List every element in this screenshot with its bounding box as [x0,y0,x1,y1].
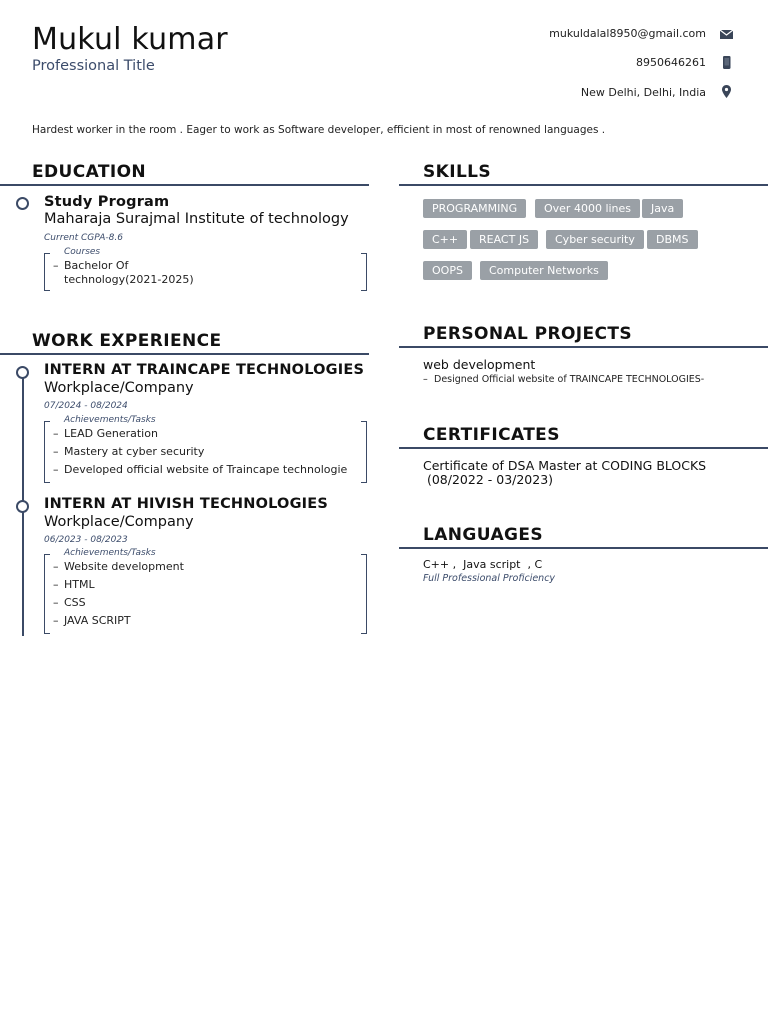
skill-tag: Over 4000 lines [535,199,640,218]
job-dates: 06/2023 - 08/2023 [44,535,128,545]
list-bracket-left [44,253,50,291]
education-school: Maharaja Surajmal Institute of technology [44,211,349,227]
timeline-dot [16,500,29,513]
task-item: – CSS [64,596,86,609]
job-title: INTERN AT TRAINCAPE TECHNOLOGIES [44,362,365,378]
timeline-dot [16,197,29,210]
certificate-dates: (08/2022 - 03/2023) [423,472,554,487]
list-bracket-left [44,554,50,634]
languages-list: C++ , Java script , C [423,558,543,571]
course-item: – Bachelor Of [64,259,128,272]
skill-tag: REACT JS [470,230,538,249]
task-item: – Developed official website of Traincape technologie [64,463,347,476]
projects-heading: PERSONAL PROJECTS [423,324,633,344]
project-item: – Designed Official website of TRAINCAPE TECHNOLOGIES- [434,374,704,385]
certificates-heading: CERTIFICATES [423,425,560,445]
summary-text: Hardest worker in the room . Eager to work as Software developer, efficient in most of renowned languages . [32,124,606,136]
task-item: – JAVA SCRIPT [64,614,131,627]
skill-tag: Computer Networks [480,261,608,280]
timeline-line [22,376,24,506]
list-bracket-right [361,421,367,483]
list-bracket-right [361,253,367,291]
phone-icon [719,55,734,70]
job-dates: 07/2024 - 08/2024 [44,401,128,411]
email-text: mukuldalal8950@gmail.com [549,27,706,40]
skill-tag: OOPS [423,261,472,280]
certificate-title: Certificate of DSA Master at CODING BLOCKS [423,458,707,473]
list-bracket-left [44,421,50,483]
language-proficiency: Full Professional Proficiency [423,573,556,584]
education-cgpa: Current CGPA-8.6 [44,233,123,243]
candidate-name: Mukul kumar [32,22,228,57]
task-item: – HTML [64,578,95,591]
list-bracket-right [361,554,367,634]
skill-tag: Java [642,199,683,218]
tasks-label: Achievements/Tasks [64,548,156,558]
education-rule [0,184,369,186]
work-rule [0,353,369,355]
skills-heading: SKILLS [423,162,492,182]
courses-label: Courses [64,247,101,257]
task-item: – Website development [64,560,184,573]
work-heading: WORK EXPERIENCE [32,331,222,351]
course-item-continued: technology(2021-2025) [64,273,194,286]
task-item: – LEAD Generation [64,427,158,440]
projects-rule [399,346,768,348]
location-pin-icon [719,84,734,99]
languages-rule [399,547,768,549]
skill-tag: C++ [423,230,467,249]
education-heading: EDUCATION [32,162,147,182]
certificates-rule [399,447,768,449]
job-company: Workplace/Company [44,380,194,396]
timeline-line [22,512,24,636]
job-title: INTERN AT HIVISH TECHNOLOGIES [44,496,329,512]
languages-heading: LANGUAGES [423,525,544,545]
task-item: – Mastery at cyber security [64,445,204,458]
education-program: Study Program [44,194,170,210]
skill-tag: PROGRAMMING [423,199,526,218]
skill-tag: DBMS [647,230,698,249]
skill-tag: Cyber security [546,230,644,249]
project-title: web development [423,357,536,372]
tasks-label: Achievements/Tasks [64,415,156,425]
phone-text: 8950646261 [636,56,706,69]
timeline-dot [16,366,29,379]
envelope-icon [719,27,734,42]
professional-title: Professional Title [32,58,155,74]
location-text: New Delhi, Delhi, India [580,86,706,99]
job-company: Workplace/Company [44,514,194,530]
skills-rule [399,184,768,186]
